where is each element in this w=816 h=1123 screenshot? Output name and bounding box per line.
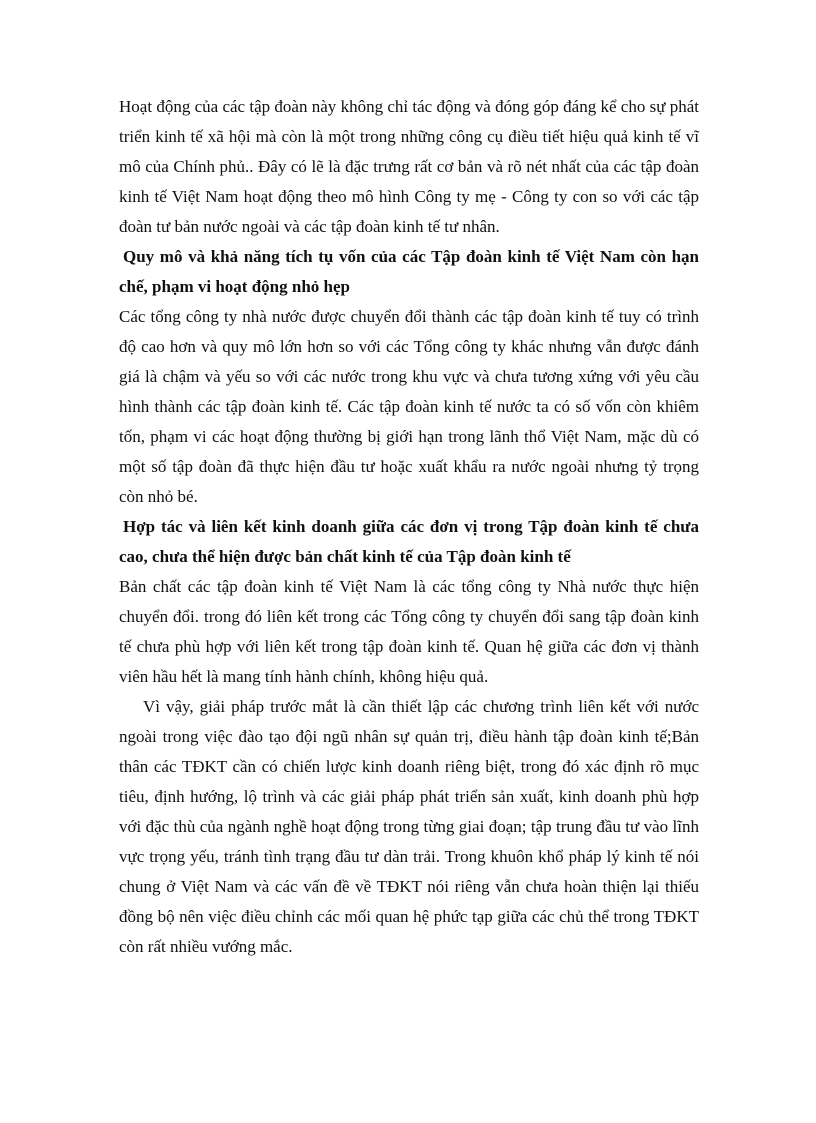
- section-heading-scale: [119, 242, 699, 302]
- section-heading-cooperation-text: Hợp tác và liên kết kinh doanh giữa các đơn vị trong Tập đoàn kinh tế chưa cao, chưa thể hiện được bản chất kinh tế của Tập đoàn kinh tế: [119, 517, 699, 566]
- paragraph-nature: Bản chất các tập đoàn kinh tế Việt Nam là các tổng công ty Nhà nước thực hiện chuyển đổi. trong đó liên kết trong các Tổng công ty chuyển đổi sang tập đoàn kinh tế chưa phù hợp với liên kết trong tập đoàn kinh tế. Quan hệ giữa các đơn vị thành viên hầu hết là mang tính hành chính, không hiệu quả.: [119, 577, 699, 686]
- paragraph-solutions: Vì vậy, giải pháp trước mắt là cần thiết lập các chương trình liên kết với nước ngoài trong việc đào tạo đội ngũ nhân sự quản trị, điều hành tập đoàn kinh tế;Bản thân các TĐKT cần có chiến lược kinh doanh riêng biệt, trong đó xác định rõ mục tiêu, định hướng, lộ trình và các giải pháp phát triển sản xuất, kinh doanh phù hợp với đặc thù của ngành nghề hoạt động trong từng giai đoạn; tập trung đầu tư vào lĩnh vực trọng yếu, tránh tình trạng đầu tư dàn trải. Trong khuôn khổ pháp lý kinh tế nói chung ở Việt Nam và các vấn đề về TĐKT nói riêng vẫn chưa hoàn thiện lại thiếu đồng bộ nên việc điều chỉnh các mối quan hệ phức tạp giữa các chủ thể trong TĐKT còn rất nhiều vướng mắc.: [119, 697, 699, 956]
- paragraph-intro: Hoạt động của các tập đoàn này không chỉ tác động và đóng góp đáng kể cho sự phát triển kinh tế xã hội mà còn là một trong những công cụ điều tiết hiệu quả kinh tế vĩ mô của Chính phủ.. Đây có lẽ là đặc trưng rất cơ bản và rõ nét nhất của các tập đoàn kinh tế Việt Nam hoạt động theo mô hình Công ty mẹ - Công ty con so với các tập đoàn tư bản nước ngoài và các tập đoàn kinh tế tư nhân.: [119, 97, 699, 236]
- paragraph-scale: Các tổng công ty nhà nước được chuyển đổi thành các tập đoàn kinh tế tuy có trình độ cao hơn và quy mô lớn hơn so với các Tổng công ty khác nhưng vẫn được đánh giá là chậm và yếu so với các nước trong khu vực và chưa tương xứng với yêu cầu hình thành các tập đoàn kinh tế. Các tập đoàn kinh tế nước ta có số vốn còn khiêm tốn, phạm vi các hoạt động thường bị giới hạn trong lãnh thổ Việt Nam, mặc dù có một số tập đoàn đã thực hiện đầu tư hoặc xuất khẩu ra nước ngoài nhưng tỷ trọng còn nhỏ bé.: [119, 307, 699, 506]
- section-heading-cooperation: [119, 512, 699, 572]
- document-page: [119, 92, 699, 962]
- section-heading-scale-text: Quy mô và khả năng tích tụ vốn của các Tập đoàn kinh tế Việt Nam còn hạn chế, phạm vi hoạt động nhỏ hẹp: [119, 247, 699, 296]
